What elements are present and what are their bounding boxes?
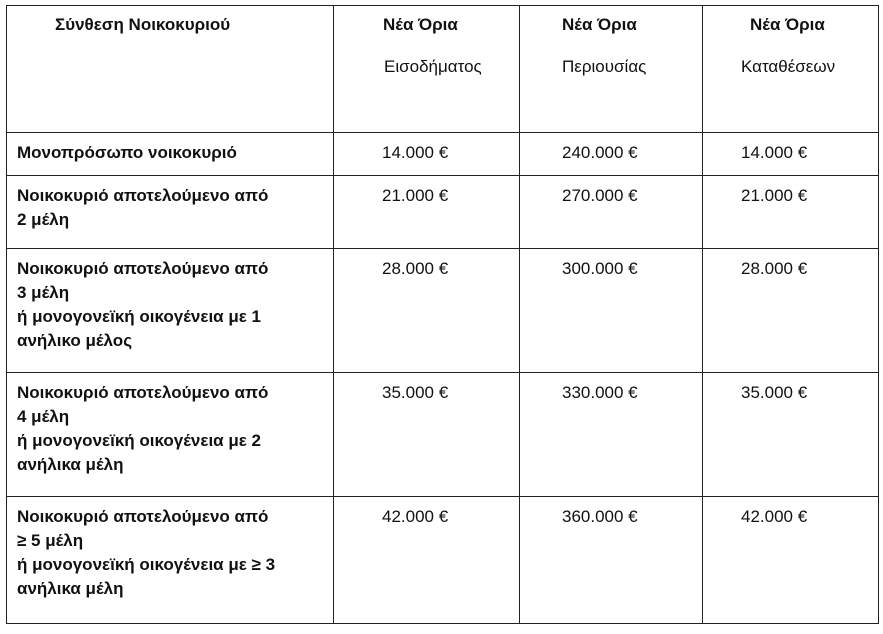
income-value: 14.000 € [382,143,449,162]
deposits-value: 28.000 € [741,259,808,278]
income-value: 42.000 € [382,507,449,526]
header-income-subtitle: Εισοδήματος [384,57,482,76]
header-property-limits [520,6,703,133]
table-row [7,176,879,249]
header-deposits-limits [703,6,879,133]
property-value: 330.000 € [562,383,638,402]
header-deposits-subtitle: Καταθέσεων [741,57,836,76]
property-value-cell [520,373,703,497]
deposits-value: 21.000 € [741,186,808,205]
header-property-subtitle: Περιουσίας [562,57,647,76]
property-value: 270.000 € [562,186,638,205]
row-label: Νοικοκυριό αποτελούμενο από ≥ 5 μέλη ή μονογονεϊκή οικογένεια με ≥ 3 ανήλικα μέλη [7,497,334,624]
income-value-cell [334,249,520,373]
limits-table-container [6,5,879,624]
property-value: 300.000 € [562,259,638,278]
property-value-cell [520,133,703,176]
row-label: Νοικοκυριό αποτελούμενο από 3 μέλη ή μονογονεϊκή οικογένεια με 1 ανήλικο μέλος [7,249,334,373]
income-value: 21.000 € [382,186,449,205]
header-income-title: Νέα Όρια [383,15,458,34]
header-deposits-title: Νέα Όρια [750,15,825,34]
table-row [7,249,879,373]
income-value-cell [334,176,520,249]
header-composition: Σύνθεση Νοικοκυριού [7,6,334,133]
income-value-cell [334,373,520,497]
income-value-cell [334,133,520,176]
deposits-value-cell [703,176,879,249]
row-label: Νοικοκυριό αποτελούμενο από 2 μέλη [7,176,334,249]
income-value-cell [334,497,520,624]
deposits-value: 35.000 € [741,383,808,402]
table-row [7,133,879,176]
property-value-cell [520,176,703,249]
header-property-title: Νέα Όρια [562,15,637,34]
deposits-value-cell [703,497,879,624]
income-value: 28.000 € [382,259,449,278]
income-value: 35.000 € [382,383,449,402]
deposits-value-cell [703,133,879,176]
deposits-value-cell [703,373,879,497]
deposits-value: 14.000 € [741,143,808,162]
property-value-cell [520,249,703,373]
deposits-value-cell [703,249,879,373]
household-limits-table [6,5,879,624]
header-income-limits [334,6,520,133]
property-value: 360.000 € [562,507,638,526]
table-row [7,497,879,624]
row-label: Νοικοκυριό αποτελούμενο από 4 μέλη ή μονογονεϊκή οικογένεια με 2 ανήλικα μέλη [7,373,334,497]
row-label: Μονοπρόσωπο νοικοκυριό [7,133,334,176]
property-value: 240.000 € [562,143,638,162]
table-header-row [7,6,879,133]
property-value-cell [520,497,703,624]
deposits-value: 42.000 € [741,507,808,526]
table-row [7,373,879,497]
